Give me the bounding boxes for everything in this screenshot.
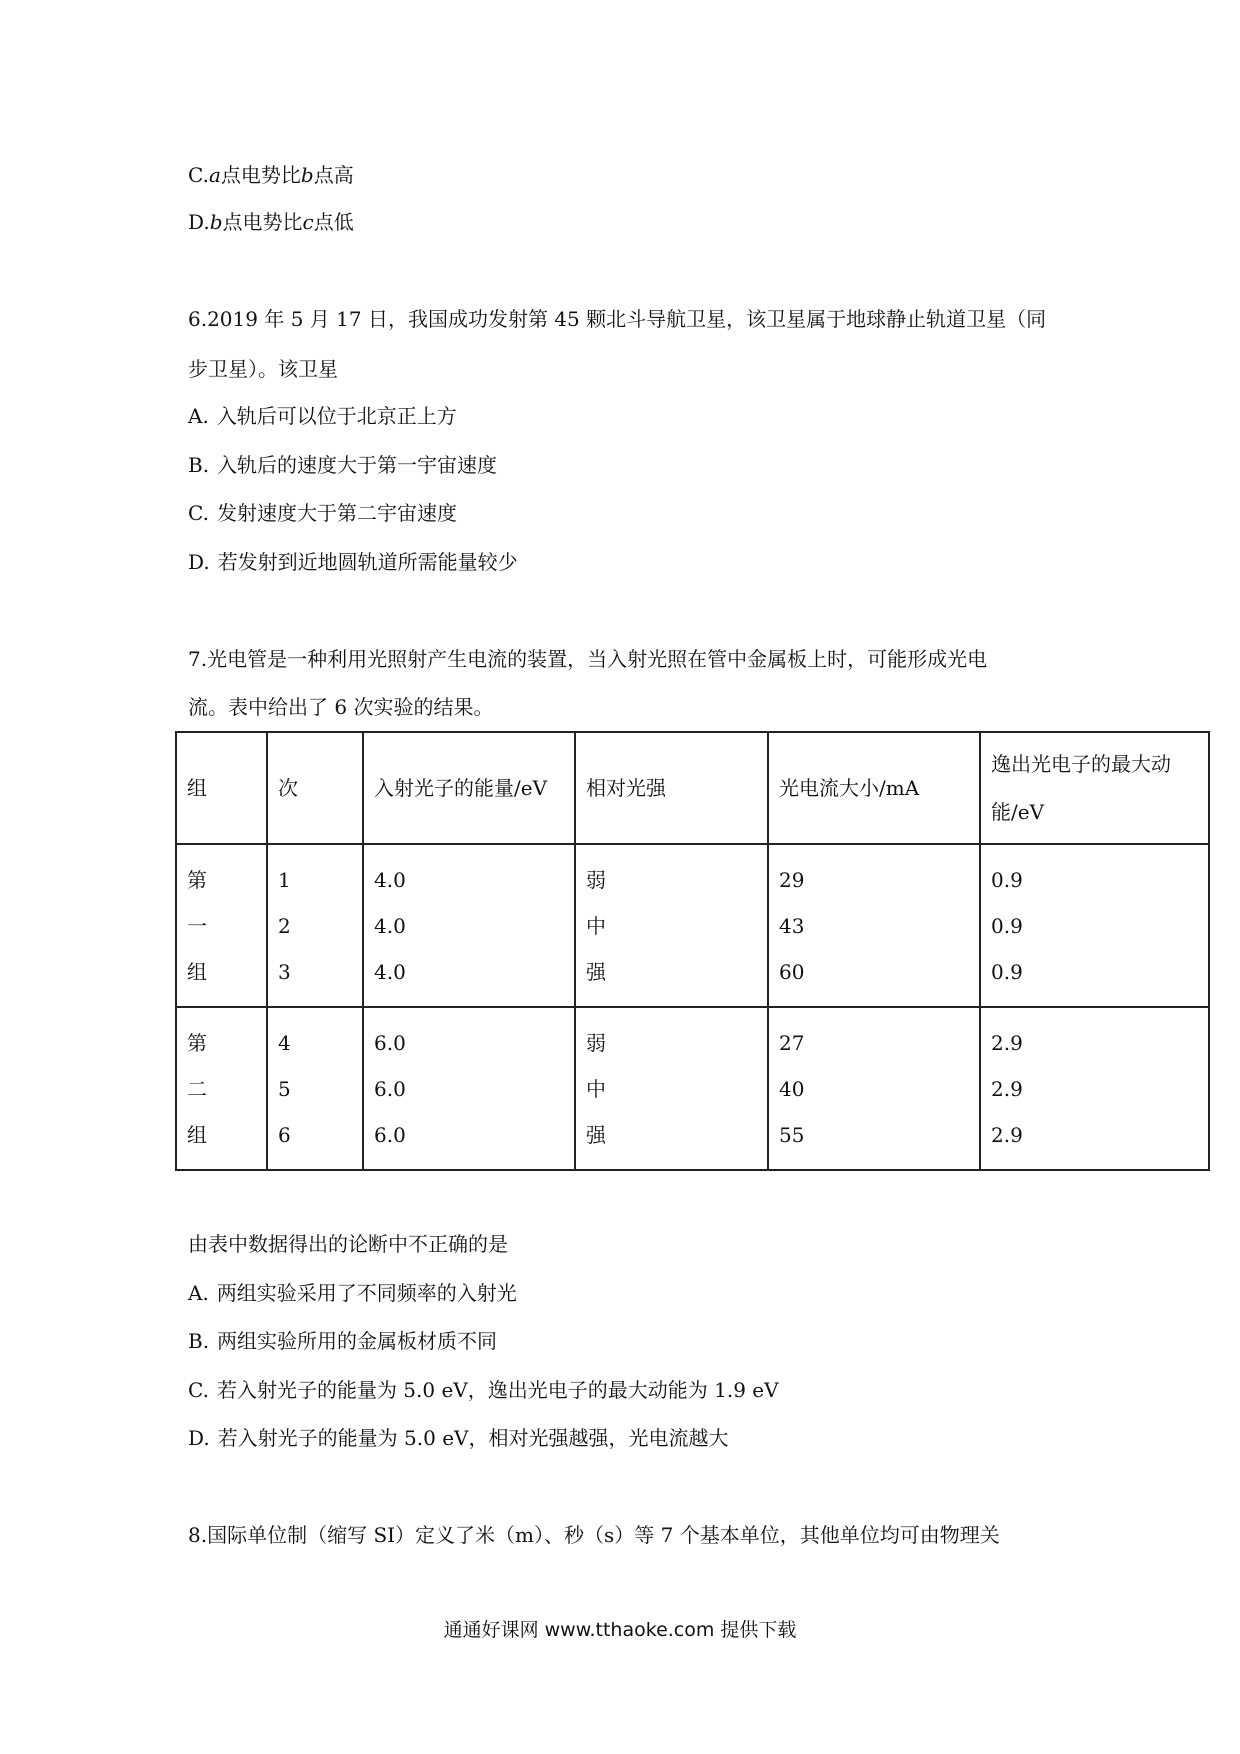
q7-stem-line1: 7.光电管是一种利用光照射产生电流的装置，当入射光照在管中金属板上时，可能形成光电 [188, 647, 988, 671]
q7-option-a [188, 1280, 517, 1306]
q7-option-b [188, 1328, 497, 1354]
cell-value: 40 [779, 1076, 805, 1101]
cell-value: 0.9 [991, 913, 1023, 938]
q6-option-b [188, 452, 497, 478]
experiment-table [175, 731, 1210, 1171]
header-energy: 入射光子的能量/eV [363, 732, 575, 844]
group-label-cell [176, 844, 267, 1007]
header-trial: 次 [267, 732, 363, 844]
cell-value: 强 [586, 1122, 606, 1147]
cell-value: 强 [586, 959, 606, 984]
kinetic-cell [980, 844, 1209, 1007]
var-b: b [300, 163, 314, 187]
cell-value: 4 [278, 1030, 291, 1055]
var-a: a [208, 163, 221, 187]
current-cell [768, 1007, 980, 1170]
var-c: c [302, 210, 314, 234]
cell-value: 4.0 [374, 959, 406, 984]
cell-value: 4.0 [374, 913, 406, 938]
cell-value: 2.9 [991, 1076, 1023, 1101]
energy-cell [363, 1007, 575, 1170]
q5-option-c [188, 162, 354, 188]
table-header-row [176, 732, 1209, 844]
option-text: 点高 [313, 163, 354, 187]
group-label-cell [176, 1007, 267, 1170]
cell-value: 1 [278, 867, 291, 892]
cell-value: 中 [586, 913, 606, 938]
cell-value: 第 [187, 1030, 207, 1055]
option-label: A. [188, 404, 209, 428]
q6-stem-line2: 步卫星）。该卫星 [188, 357, 338, 381]
cell-value: 弱 [586, 1030, 606, 1055]
option-text: 入轨后的速度大于第一宇宙速度 [217, 453, 498, 477]
trial-cell [267, 844, 363, 1007]
header-group: 组 [176, 732, 267, 844]
cell-value: 6 [278, 1122, 291, 1147]
cell-value: 6.0 [374, 1076, 406, 1101]
cell-value: 55 [779, 1122, 805, 1147]
current-cell [768, 844, 980, 1007]
cell-value: 中 [586, 1076, 606, 1101]
q5-option-d [188, 209, 354, 235]
q6-option-a [188, 403, 457, 429]
option-text: 若入射光子的能量为 5.0 eV，相对光强越强，光电流越大 [217, 1426, 729, 1450]
q7-question: 由表中数据得出的论断中不正确的是 [188, 1232, 508, 1256]
option-label: D. [188, 210, 210, 234]
cell-value: 组 [187, 1122, 207, 1147]
option-label: A. [188, 1281, 209, 1305]
cell-value: 二 [187, 1076, 207, 1101]
var-b: b [209, 210, 223, 234]
cell-value: 2.9 [991, 1122, 1023, 1147]
q6-option-d [188, 549, 518, 575]
option-text: 两组实验采用了不同频率的入射光 [216, 1281, 517, 1305]
option-text: 点电势比 [222, 210, 303, 234]
cell-value: 6.0 [374, 1122, 406, 1147]
option-label: D. [188, 1426, 210, 1450]
option-text: 若入射光子的能量为 5.0 eV，逸出光电子的最大动能为 1.9 eV [216, 1378, 779, 1402]
energy-cell [363, 844, 575, 1007]
header-kinetic: 逸出光电子的最大动能/eV [980, 732, 1209, 844]
cell-value: 60 [779, 959, 805, 984]
page-footer: 通通好课网 www.tthaoke.com 提供下载 [443, 1619, 797, 1641]
cell-value: 6.0 [374, 1030, 406, 1055]
table-row [176, 1007, 1209, 1170]
kinetic-cell [980, 1007, 1209, 1170]
cell-value: 组 [187, 959, 207, 984]
cell-value: 一 [187, 913, 207, 938]
q8-stem-line1: 8.国际单位制（缩写 SI）定义了米（m）、秒（s）等 7 个基本单位，其他单位均可由物理关 [188, 1523, 1000, 1547]
intensity-cell [575, 1007, 768, 1170]
q7-option-c [188, 1377, 779, 1403]
option-label: B. [188, 1329, 210, 1353]
q7-option-d [188, 1425, 729, 1451]
cell-value: 第 [187, 867, 207, 892]
cell-value: 4.0 [374, 867, 406, 892]
q6-option-c [188, 500, 457, 526]
cell-value: 27 [779, 1030, 805, 1055]
option-text: 若发射到近地圆轨道所需能量较少 [217, 550, 518, 574]
cell-value: 弱 [586, 867, 606, 892]
intensity-cell [575, 844, 768, 1007]
option-text: 入轨后可以位于北京正上方 [216, 404, 457, 428]
header-current: 光电流大小/mA [768, 732, 980, 844]
cell-value: 0.9 [991, 867, 1023, 892]
cell-value: 2.9 [991, 1030, 1023, 1055]
option-label: C. [188, 1378, 209, 1402]
option-text: 点电势比 [220, 163, 301, 187]
option-label: D. [188, 550, 210, 574]
cell-value: 29 [779, 867, 805, 892]
option-label: C. [188, 163, 209, 187]
option-text: 点低 [313, 210, 354, 234]
cell-value: 43 [779, 913, 805, 938]
cell-value: 5 [278, 1076, 291, 1101]
table-row [176, 844, 1209, 1007]
q7-stem-line2: 流。表中给出了 6 次实验的结果。 [188, 695, 494, 719]
cell-value: 2 [278, 913, 291, 938]
option-text: 发射速度大于第二宇宙速度 [216, 501, 457, 525]
q6-stem-line1: 6.2019 年 5 月 17 日，我国成功发射第 45 颗北斗导航卫星，该卫星属于地球静止轨道卫星（同 [188, 307, 1047, 331]
option-label: C. [188, 501, 209, 525]
trial-cell [267, 1007, 363, 1170]
option-label: B. [188, 453, 210, 477]
cell-value: 3 [278, 959, 291, 984]
cell-value: 0.9 [991, 959, 1023, 984]
header-intensity: 相对光强 [575, 732, 768, 844]
option-text: 两组实验所用的金属板材质不同 [217, 1329, 498, 1353]
